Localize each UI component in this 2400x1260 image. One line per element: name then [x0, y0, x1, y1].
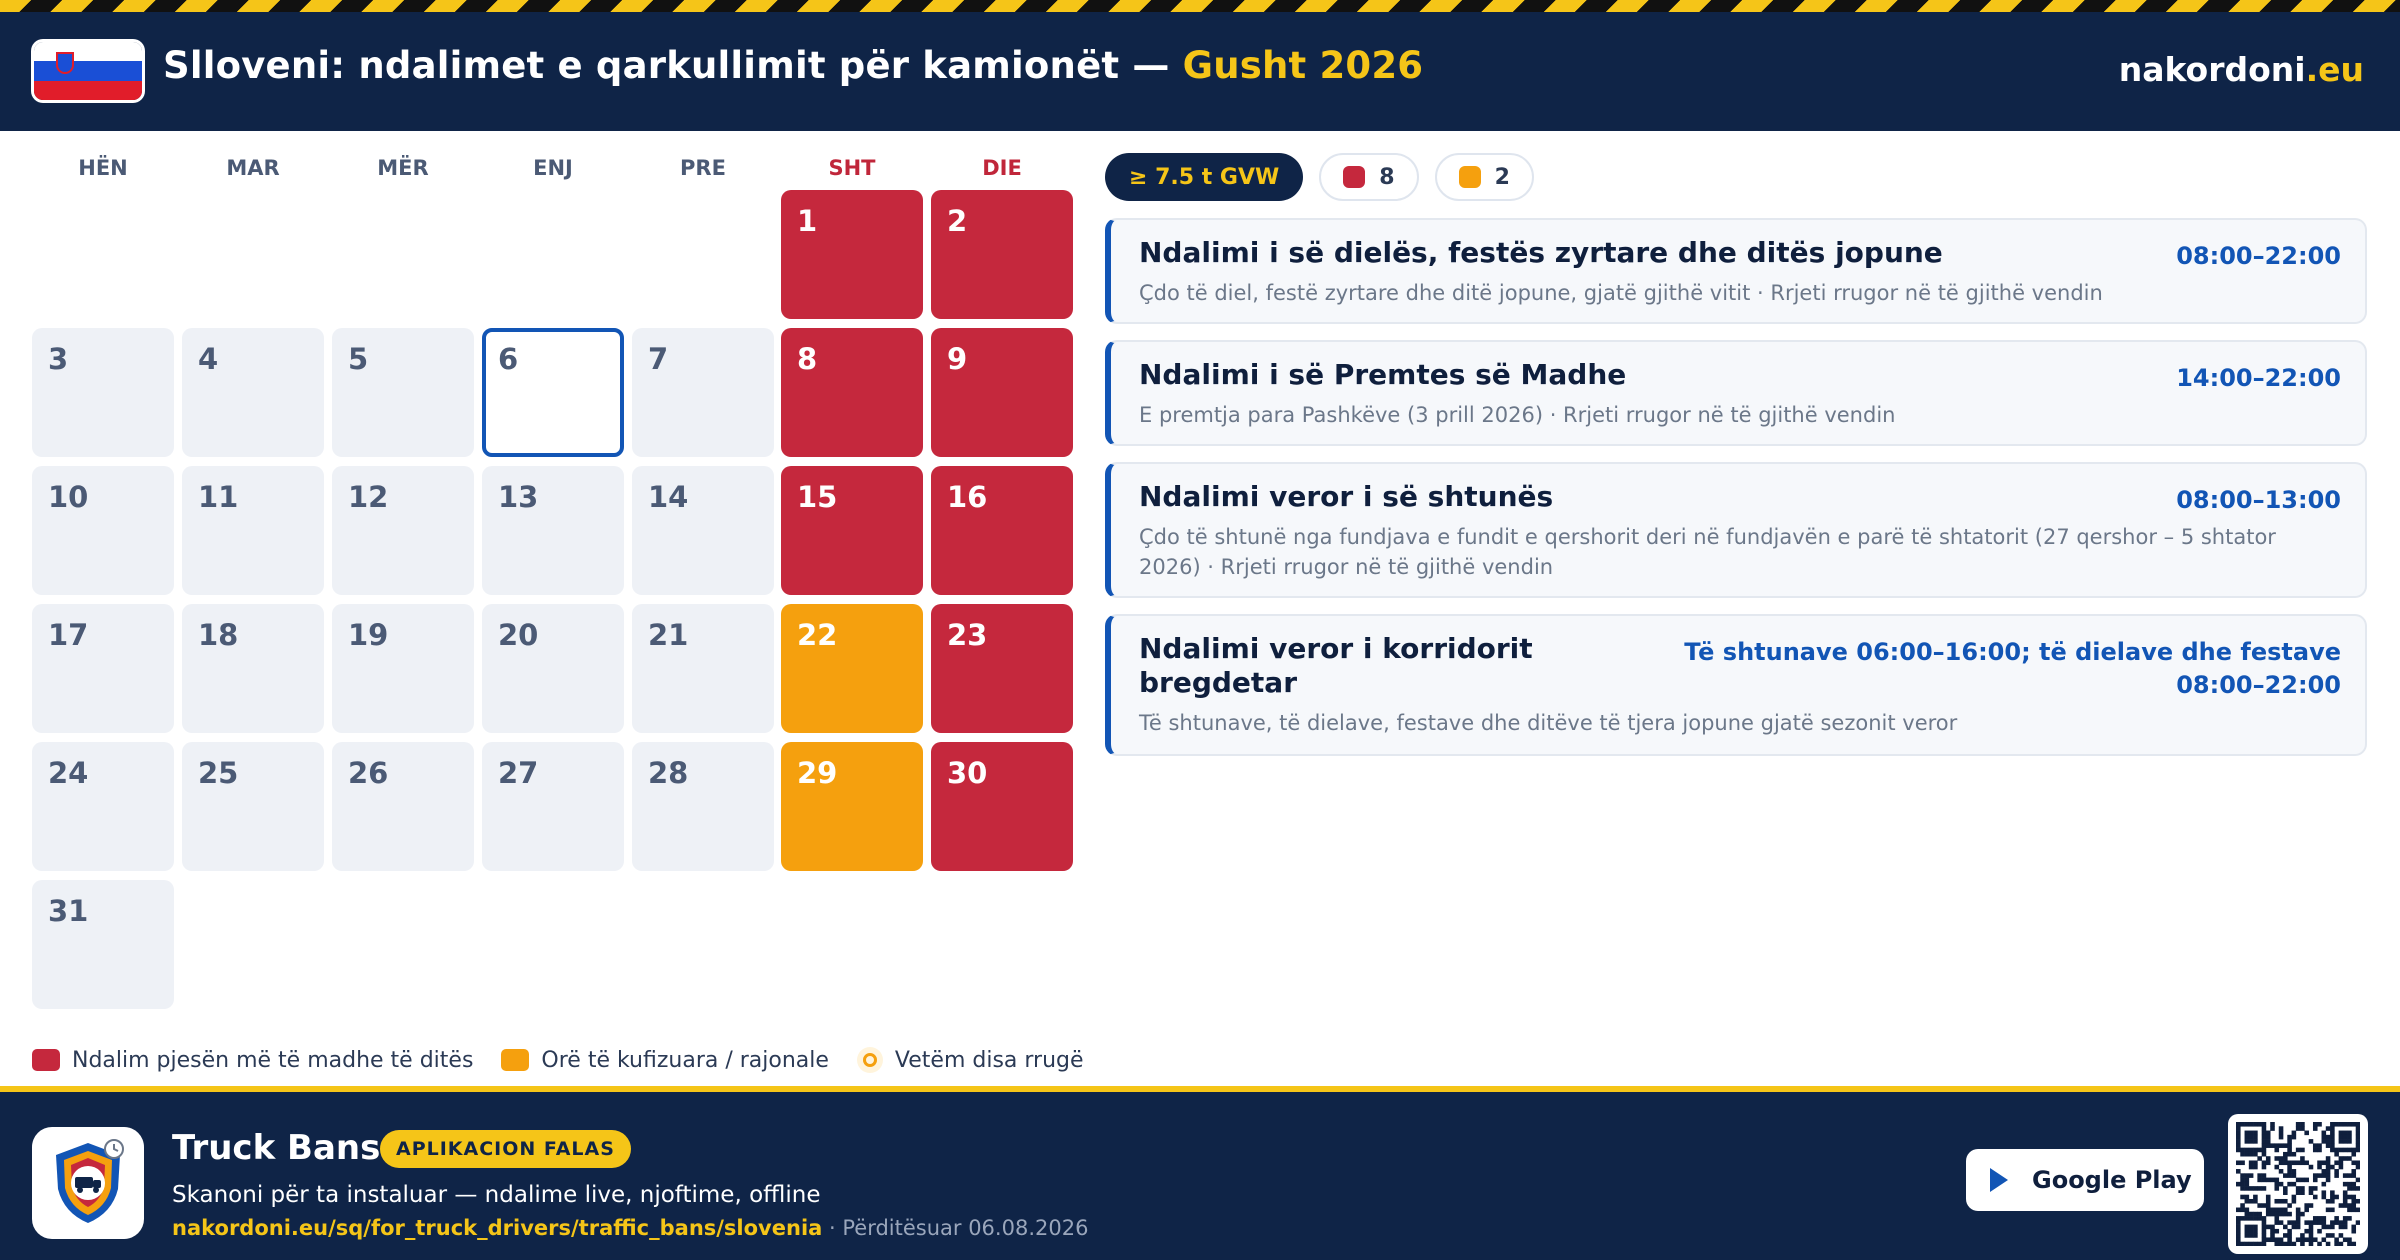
day-number: 3: [48, 342, 69, 376]
slovenia-flag-icon: [34, 42, 142, 100]
legend-item-some-roads: [857, 1047, 1084, 1073]
header-bar: [0, 0, 2400, 131]
red-swatch-icon: [32, 1049, 60, 1071]
ban-title: Ndalimi i së dielës, festës zyrtare dhe ditës jopune: [1139, 236, 1943, 269]
google-play-button[interactable]: [1966, 1149, 2204, 1211]
day-number: 23: [947, 618, 988, 652]
day-number: 24: [48, 756, 89, 790]
weekday-label: SHT: [828, 156, 876, 180]
day-number: 28: [648, 756, 689, 790]
ban-description: E premtja para Pashkëve (3 prill 2026) · Rrjeti rrugor në të gjithë vendin: [1139, 403, 1896, 427]
title-text: Slloveni: ndalimet e qarkullimit për kamionët —: [163, 44, 1183, 87]
weekday-label: HËN: [78, 156, 128, 180]
orange-count: 2: [1494, 164, 1510, 190]
calendar-day-5[interactable]: [332, 328, 474, 457]
footer-tagline: Skanoni për ta instaluar — ndalime live, njoftime, offline: [172, 1182, 821, 1208]
calendar-day-4[interactable]: [182, 328, 324, 457]
orange-count-pill[interactable]: [1435, 153, 1534, 201]
day-number: 20: [498, 618, 539, 652]
weekday-label: PRE: [680, 156, 726, 180]
ban-title: Ndalimi i së Premtes së Madhe: [1139, 358, 1627, 391]
ban-description: Çdo të diel, festë zyrtare dhe ditë jopune, gjatë gjithë vitit · Rrjeti rrugor në të gjithë vendin: [1139, 281, 2103, 305]
hazard-stripe: [0, 0, 2400, 12]
calendar-day-8[interactable]: [781, 328, 923, 457]
calendar-day-20[interactable]: [482, 604, 624, 733]
calendar-day-10[interactable]: [32, 466, 174, 595]
calendar-day-17[interactable]: [32, 604, 174, 733]
weekday-label: MËR: [377, 156, 429, 180]
ban-description: Të shtunave, të dielave, festave dhe ditëve të tjera jopune gjatë sezonit veror: [1139, 711, 1958, 735]
ban-card-good-friday[interactable]: [1105, 340, 2367, 446]
ban-time: Të shtunave 06:00–16:00; të dielave dhe festave 08:00–22:00: [1684, 638, 2341, 699]
calendar-day-19[interactable]: [332, 604, 474, 733]
ban-title: Ndalimi veror i korridorit bregdetar: [1139, 632, 1533, 699]
calendar-day-21[interactable]: [632, 604, 774, 733]
calendar-day-3[interactable]: [32, 328, 174, 457]
brand-name: nakordoni: [2118, 50, 2306, 89]
day-number: 10: [48, 480, 89, 514]
calendar-day-2[interactable]: [931, 190, 1073, 319]
calendar-day-6[interactable]: [482, 328, 624, 457]
day-number: 25: [198, 756, 239, 790]
footer-url-line: [172, 1216, 1088, 1240]
calendar-day-16[interactable]: [931, 466, 1073, 595]
filter-pills: [1105, 153, 1534, 201]
day-number: 14: [648, 480, 689, 514]
brand-tld: .eu: [2305, 50, 2364, 89]
day-number: 19: [348, 618, 389, 652]
weekday-label: MAR: [226, 156, 280, 180]
calendar-day-29[interactable]: [781, 742, 923, 871]
ban-card-summer-saturday[interactable]: [1105, 462, 2367, 598]
day-number: 11: [198, 480, 239, 514]
day-number: 1: [797, 204, 818, 238]
day-number: 26: [348, 756, 389, 790]
legend-label: Ndalim pjesën më të madhe të ditës: [72, 1047, 474, 1073]
calendar-day-15[interactable]: [781, 466, 923, 595]
day-number: 27: [498, 756, 539, 790]
weekday-label: DIE: [982, 156, 1022, 180]
day-number: 9: [947, 342, 968, 376]
red-dot-icon: [1343, 166, 1365, 188]
ban-description: Çdo të shtunë nga fundjava e fundit e qershorit deri në fundjavën e parë të shtatorit (27 qershor – 5 shtator 2026) · Rrjeti rrugor në të gjithë vendin: [1139, 525, 2276, 579]
ban-time: 08:00–13:00: [2176, 486, 2341, 514]
calendar-day-30[interactable]: [931, 742, 1073, 871]
ban-card-coastal-corridor[interactable]: [1105, 614, 2367, 756]
ban-title: Ndalimi veror i së shtunës: [1139, 480, 1554, 513]
calendar-day-22[interactable]: [781, 604, 923, 733]
calendar-day-27[interactable]: [482, 742, 624, 871]
day-number: 22: [797, 618, 838, 652]
title-month: Gusht 2026: [1182, 44, 1424, 87]
qr-code-icon[interactable]: [2228, 1114, 2368, 1254]
updated-text: · Përditësuar 06.08.2026: [822, 1216, 1089, 1240]
brand-logo[interactable]: [2119, 50, 2364, 89]
day-number: 2: [947, 204, 968, 238]
legend-item-full-day: [32, 1048, 473, 1073]
calendar-day-14[interactable]: [632, 466, 774, 595]
calendar-day-18[interactable]: [182, 604, 324, 733]
legend: [32, 1044, 1112, 1076]
day-number: 5: [348, 342, 369, 376]
day-number: 30: [947, 756, 988, 790]
day-number: 17: [48, 618, 89, 652]
legend-label: Vetëm disa rrugë: [894, 1047, 1084, 1073]
day-number: 21: [648, 618, 689, 652]
calendar-day-28[interactable]: [632, 742, 774, 871]
google-play-label: Google Play: [2032, 1166, 2192, 1194]
calendar-day-26[interactable]: [332, 742, 474, 871]
ban-card-sunday[interactable]: [1105, 218, 2367, 324]
free-app-badge: APLIKACION FALAS: [380, 1130, 631, 1168]
day-number: 13: [498, 480, 539, 514]
calendar-day-9[interactable]: [931, 328, 1073, 457]
ban-time: 08:00–22:00: [2176, 242, 2341, 270]
day-number: 8: [797, 342, 818, 376]
calendar-day-7[interactable]: [632, 328, 774, 457]
legend-item-limited: [501, 1048, 829, 1073]
ban-time: 14:00–22:00: [2176, 364, 2341, 392]
play-icon: [1990, 1168, 2008, 1192]
day-number: 7: [648, 342, 669, 376]
calendar-day-13[interactable]: [482, 466, 624, 595]
orange-dot-icon: [1459, 166, 1481, 188]
truck-bans-app-icon[interactable]: [32, 1127, 144, 1239]
footer-link[interactable]: nakordoni.eu/sq/for_truck_drivers/traffic_bans/slovenia: [172, 1216, 823, 1240]
day-number: 4: [198, 342, 219, 376]
day-number: 18: [198, 618, 239, 652]
red-count: 8: [1379, 164, 1395, 190]
weight-filter-pill[interactable]: ≥ 7.5 t GVW: [1105, 153, 1303, 201]
ring-icon: [857, 1047, 883, 1073]
weekday-label: ENJ: [533, 156, 573, 180]
calendar-day-23[interactable]: [931, 604, 1073, 733]
calendar-day-1[interactable]: [781, 190, 923, 319]
day-number: 29: [797, 756, 838, 790]
day-number: 12: [348, 480, 389, 514]
page-title: [163, 44, 1423, 87]
red-count-pill[interactable]: [1319, 153, 1418, 201]
orange-swatch-icon: [501, 1049, 529, 1071]
legend-label: Orë të kufizuara / rajonale: [541, 1047, 829, 1073]
day-number: 16: [947, 480, 988, 514]
day-number: 15: [797, 480, 838, 514]
footer-bar: [0, 1086, 2400, 1260]
day-number: 6: [498, 342, 519, 376]
day-number: 31: [48, 894, 89, 928]
calendar-day-12[interactable]: [332, 466, 474, 595]
calendar-day-11[interactable]: [182, 466, 324, 595]
calendar-day-25[interactable]: [182, 742, 324, 871]
calendar-day-24[interactable]: [32, 742, 174, 871]
app-name: Truck Bans: [172, 1128, 381, 1168]
calendar-day-31[interactable]: [32, 880, 174, 1009]
